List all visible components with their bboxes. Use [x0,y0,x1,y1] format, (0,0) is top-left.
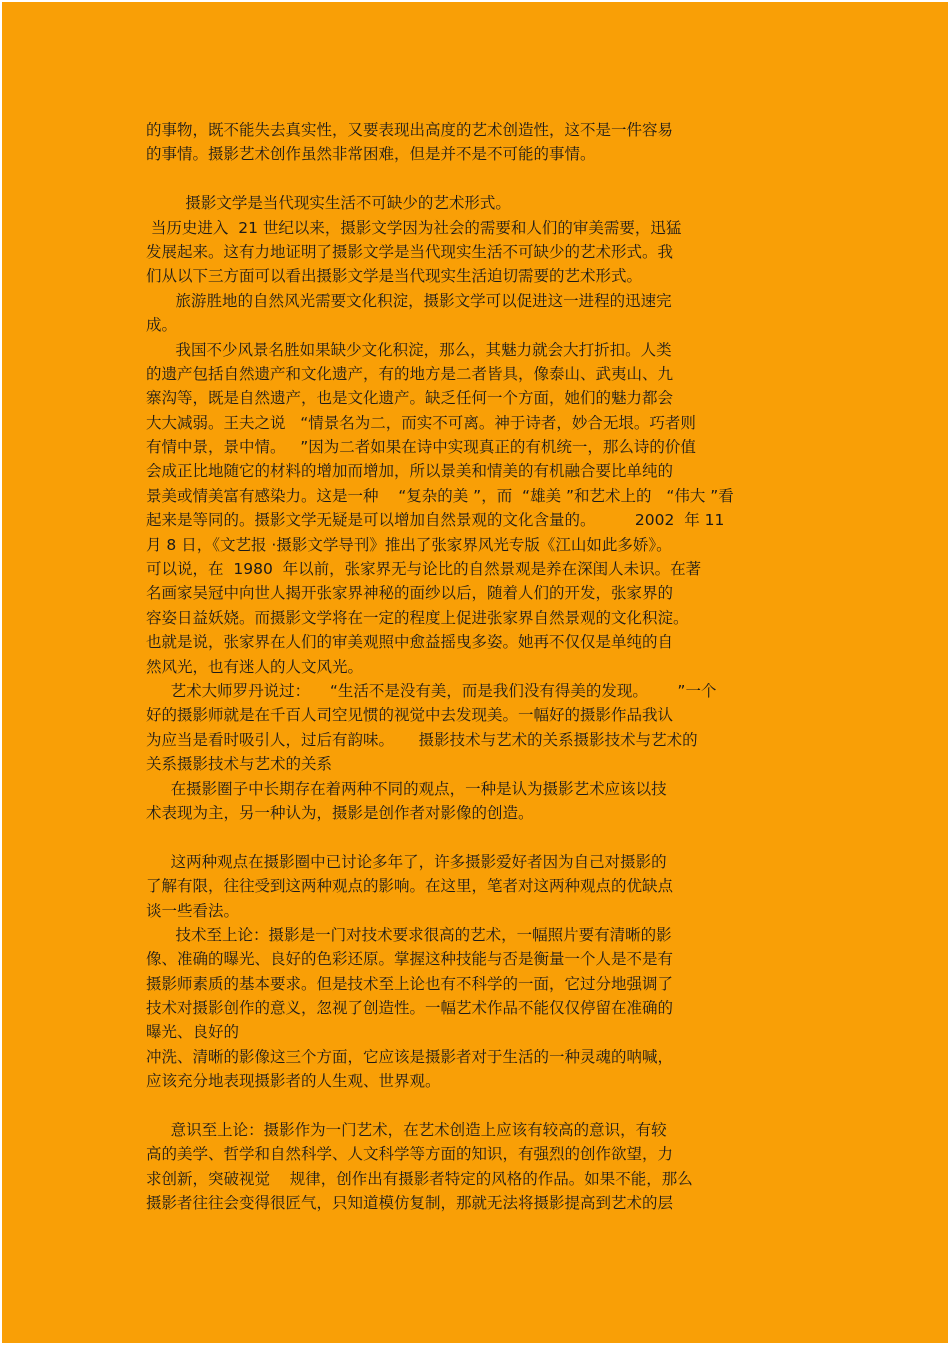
blank-line [146,1094,806,1118]
text-line: 然风光，也有迷人的人文风光。 [146,657,364,676]
body-text [146,118,806,1216]
text-line: 可以说，在 1980 年以前，张家界无与论比的自然景观是养在深闺人未识。在著 [146,560,702,579]
blank-line [146,167,806,191]
text-line: 艺术大师罗丹说过： “生活不是没有美，而是我们没有得美的发现。 ”一个 [146,681,717,700]
text-line: 也就是说，张家界在人们的审美观照中愈益摇曳多姿。她再不仅仅是单纯的自 [146,633,674,652]
text-line: 的事物，既不能失去真实性，又要表现出高度的艺术创造性，这不是一件容易 [146,121,674,139]
text-line: 了解有限，往往受到这两种观点的影响。在这里，笔者对这两种观点的优缺点 [146,877,674,896]
text-line: 应该充分地表现摄影者的人生观、世界观。 [146,1072,441,1091]
text-line: 有情中景，景中情。 ”因为二者如果在诗中实现真正的有机统一，那么诗的价值 [146,438,696,457]
text-line: 高的美学、哲学和自然科学、人文科学等方面的知识，有强烈的创作欲望，力 [146,1145,674,1164]
text-line: 大大减弱。王夫之说 “情景名为二，而实不可离。神于诗者，妙合无垠。巧者则 [146,413,696,432]
text-line: 发展起来。这有力地证明了摄影文学是当代现实生活不可缺少的艺术形式。我 [146,242,674,261]
text-line: 寨沟等，既是自然遗产，也是文化遗产。缺乏任何一个方面，她们的魅力都会 [146,389,674,408]
text-line: 技术对摄影创作的意义，忽视了创造性。一幅艺术作品不能仅仅停留在准确的 [146,999,674,1018]
text-line: 摄影师素质的基本要求。但是技术至上论也有不科学的一面，它过分地强调了 [146,974,674,993]
text-line: 技术至上论：摄影是一门对技术要求很高的艺术，一幅照片要有清晰的影 [146,925,672,944]
text-line: 名画家吴冠中向世人揭开张家界神秘的面纱以后，随着人们的开发，张家界的 [146,584,674,603]
text-line: 意识至上论：摄影作为一门艺术，在艺术创造上应该有较高的意识，有较 [146,1121,667,1140]
text-line: 月 8 日，《文艺报 ·摄影文学导刊》推出了张家界风光专版《江山如此多娇》。 [146,535,672,554]
text-line: 在摄影圈子中长期存在着两种不同的观点，一种是认为摄影艺术应该以技 [146,779,667,798]
text-line: 曝光、良好的 [146,1023,240,1042]
text-line: 成。 [146,316,178,335]
text-line: 冲洗、清晰的影像这三个方面，它应该是摄影者对于生活的一种灵魂的呐喊， [146,1047,674,1066]
text-line: 起来是等同的。摄影文学无疑是可以增加自然景观的文化含量的。 2002 年 11 [146,511,725,530]
text-line: 旅游胜地的自然风光需要文化积淀，摄影文学可以促进这一进程的迅速完 [146,291,672,310]
document-page [2,2,948,1343]
text-line: 我国不少风景名胜如果缺少文化积淀，那么，其魅力就会大打折扣。人类 [146,340,672,359]
text-line: 谈一些看法。 [146,901,240,920]
text-line: 摄影者往往会变得很匠气，只知道模仿复制，那就无法将摄影提高到艺术的层 [146,1194,674,1213]
text-line: 求创新，突破视觉 规律，创作出有摄影者特定的风格的作品。如果不能，那么 [146,1169,693,1188]
text-line: 当历史进入 21 世纪以来，摄影文学因为社会的需要和人们的审美需要，迅猛 [146,218,682,237]
text-line: 的遗产包括自然遗产和文化遗产，有的地方是二者皆具，像泰山、武夷山、九 [146,364,674,383]
text-line: 好的摄影师就是在千百人司空见惯的视觉中去发现美。一幅好的摄影作品我认 [146,706,674,725]
text-line: 容姿日益妖娆。而摄影文学将在一定的程度上促进张家界自然景观的文化积淀。 [146,608,689,627]
blank-line [146,825,806,849]
text-line: 像、准确的曝光、良好的色彩还原。掌握这种技能与否是衡量一个人是不是有 [146,950,674,969]
text-line: 为应当是看时吸引人，过后有韵味。 摄影技术与艺术的关系摄影技术与艺术的 [146,730,698,749]
text-line: 们从以下三方面可以看出摄影文学是当代现实生活迫切需要的艺术形式。 [146,267,643,286]
text-line: 这两种观点在摄影圈中已讨论多年了，许多摄影爱好者因为自己对摄影的 [146,852,667,871]
text-line: 关系摄影技术与艺术的关系 [146,755,333,774]
text-line: 摄影文学是当代现实生活不可缺少的艺术形式。 [146,194,511,213]
text-line: 景美或情美富有感染力。这是一种 “复杂的美 ”，而 “雄美 ”和艺术上的 “伟大 ”看 [146,486,734,505]
text-line: 的事情。摄影艺术创作虽然非常困难，但是并不是不可能的事情。 [146,145,596,164]
text-line: 会成正比地随它的材料的增加而增加，所以景美和情美的有机融合要比单纯的 [146,462,674,481]
text-line: 术表现为主，另一种认为，摄影是创作者对影像的创造。 [146,803,534,822]
